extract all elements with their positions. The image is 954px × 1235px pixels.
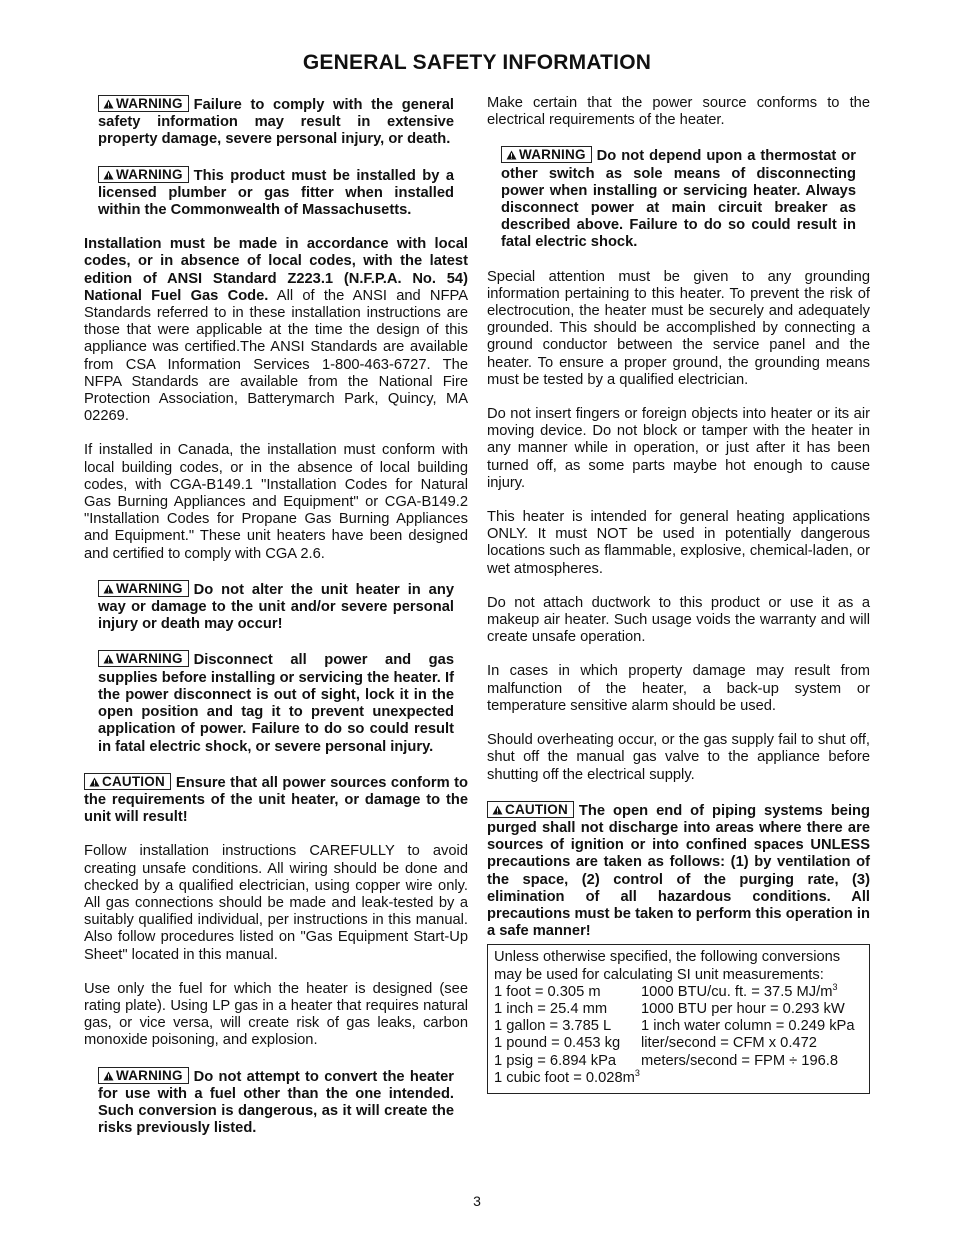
paragraph-power-source: Make certain that the power source conforms to the electrical requirements of the heater. bbox=[487, 95, 870, 129]
warning-badge: WARNING bbox=[98, 580, 189, 597]
warning-badge: WARNING bbox=[98, 1067, 189, 1084]
warning-disconnect-power: WARNING Disconnect all power and gas supplies before installing or servicing the heater. If the power disconnect is out of sight, lock it in the open position and tag it to prevent unexpected application of power. Failure to do so could result in fatal electric shock, or severe personal injury. bbox=[98, 651, 454, 755]
warning-badge: WARNING bbox=[98, 166, 189, 183]
warning-massachusetts: WARNING This product must be installed by a licensed plumber or gas fitter when installed within the Commonwealth of Massachusetts. bbox=[98, 166, 454, 219]
warning-triangle-icon bbox=[103, 584, 114, 594]
page-number: 3 bbox=[473, 1193, 481, 1209]
warning-general-safety: WARNING Failure to comply with the general safety information may result in extensive property damage, severe personal injury, or death. bbox=[98, 96, 454, 148]
page-title: GENERAL SAFETY INFORMATION bbox=[302, 51, 652, 74]
caution-power-sources: CAUTION Ensure that all power sources conform to the requirements of the unit heater, or damage to the unit will result! bbox=[84, 773, 468, 826]
paragraph-ductwork: Do not attach ductwork to this product or use it as a makeup air heater. Such usage voids the warranty and will create unsafe operation. bbox=[487, 594, 870, 646]
warning-do-not-alter: WARNING Do not alter the unit heater in any way or damage to the unit and/or severe personal injury or death may occur! bbox=[98, 580, 454, 633]
table-row: 1 gallon = 3.785 L 1 inch water column = 0.249 kPa bbox=[494, 1018, 855, 1035]
table-row: 1 psig = 6.894 kPa meters/second = FPM ÷ 196.8 bbox=[494, 1052, 839, 1069]
paragraph-canada: If installed in Canada, the installation must conform with local building codes, or in the absence of local building codes, with CGA-B149.1 "Installation Codes for Natural Gas Burning Appliances and Equipment" or CGA-B149.2 "Installation Codes for Propane Gas Burning Appliances and Equipment." These unit heaters have been designed and certified to comply with CGA 2.6. bbox=[84, 442, 468, 562]
paragraph-ansi-codes: Installation must be made in accordance with local codes, or in absence of local codes, with the latest edition of ANSI Standard Z223.1 (N.F.P.A. No. 54) National Fuel Gas Code. All of the ANSI and NFPA Standards referred to in these installation instructions are those that were applicable at the time the design of this appliance was certified.The ANSI Standards are available from CSA Information Services 1-800-463-6727. The NFPA Standards are available from the National Fire Protection Association, Batterymarch Park, Quincy, MA 02269. bbox=[84, 236, 469, 425]
paragraph-backup-system: In cases in which property damage may result from malfunction of the heater, a back-up system or temperature sensitive alarm should be used. bbox=[487, 663, 870, 714]
warning-badge: WARNING bbox=[98, 95, 189, 112]
paragraph-overheating: Should overheating occur, or the gas supply fail to shut off, shut off the manual gas valve to the appliance before shutting off the electrical supply. bbox=[487, 732, 870, 783]
left-column bbox=[84, 95, 468, 1137]
conversion-last: 1 cubic foot = $0.028m^3$ bbox=[494, 1067, 640, 1086]
table-row: 1 pound = 0.453 kg liter/second = CFM x 0.472 bbox=[494, 1035, 817, 1052]
caution-triangle-icon bbox=[492, 805, 503, 815]
warning-triangle-icon bbox=[103, 654, 114, 664]
paragraph-intended-use: This heater is intended for general heating applications ONLY. It must NOT be used in potentially dangerous locations such as flammable, explosive, chemical-laden, or wet atmospheres. bbox=[487, 509, 870, 577]
caution-badge: CAUTION bbox=[84, 773, 171, 790]
conversion-intro: Unless otherwise specified, the following conversions may be used for calculating SI unit measurements: bbox=[494, 949, 841, 983]
caution-triangle-icon bbox=[89, 777, 100, 787]
caution-purging: CAUTION The open end of piping systems being purged shall not discharge into areas where there are sources of ignition or into confined spaces UNLESS precautions are taken as follows: (1) by ventilation of the space, (2) control of the purging rate, (3) elimination of all hazardous conditions. All precautions must be taken to perform this operation in a safe manner! bbox=[487, 801, 870, 940]
conversion-box bbox=[487, 944, 870, 1094]
paragraph-grounding: Special attention must be given to any grounding information pertaining to this heater. To prevent the risk of electrocution, the heater must be securely and adequately grounded. This should be accomplished by connecting a ground conductor between the service panel and the heater. To ensure a proper ground, the grounding means must be tested by a qualified electrician. bbox=[487, 268, 870, 388]
right-column bbox=[487, 95, 870, 1094]
warning-badge: WARNING bbox=[501, 146, 592, 163]
paragraph-fuel-type: Use only the fuel for which the heater is designed (see rating plate). Using LP gas in a heater that requires natural gas, or vice versa, will create risk of gas leaks, carbon monoxide poisoning, and explosion. bbox=[84, 980, 468, 1049]
paragraph-foreign-objects: Do not insert fingers or foreign objects into heater or its air moving device. Do not block or tamper with the heater in any manner while in operation, or just after it has been turned off, as some parts maybe hot enough to cause injury. bbox=[487, 406, 870, 491]
table-row: 1 foot = 0.305 m 1000 BTU/cu. ft. = 37.5 $MJ/m^3$ bbox=[494, 981, 838, 1000]
paragraph-follow-instructions: Follow installation instructions CAREFULLY to avoid creating unsafe conditions. All wiring should be done and checked by a qualified electrician, using copper wire only. All gas connections should be made and leak-tested by a suitably qualified individual, per instructions in this manual. Also follow procedures listed on "Gas Equipment Start-Up Sheet" located in this manual. bbox=[84, 843, 468, 963]
warning-do-not-convert: WARNING Do not attempt to convert the heater for use with a fuel other than the one intended. Such conversion is dangerous, as it will create the risks previously listed. bbox=[98, 1067, 454, 1137]
caution-badge: CAUTION bbox=[487, 801, 574, 818]
warning-triangle-icon bbox=[103, 170, 114, 180]
warning-triangle-icon bbox=[103, 99, 114, 109]
warning-triangle-icon bbox=[103, 1071, 114, 1081]
warning-triangle-icon bbox=[506, 150, 517, 160]
warning-badge: WARNING bbox=[98, 650, 189, 667]
conversion-table bbox=[494, 981, 855, 1070]
warning-thermostat: WARNING Do not depend upon a thermostat or other switch as sole means of disconnecting power when installing or servicing heater. Always disconnect power at main circuit breaker as described above. Failure to do so could result in fatal electric shock. bbox=[501, 147, 856, 251]
table-row: 1 inch = 25.4 mm 1000 BTU per hour = 0.293 kW bbox=[494, 1000, 845, 1017]
